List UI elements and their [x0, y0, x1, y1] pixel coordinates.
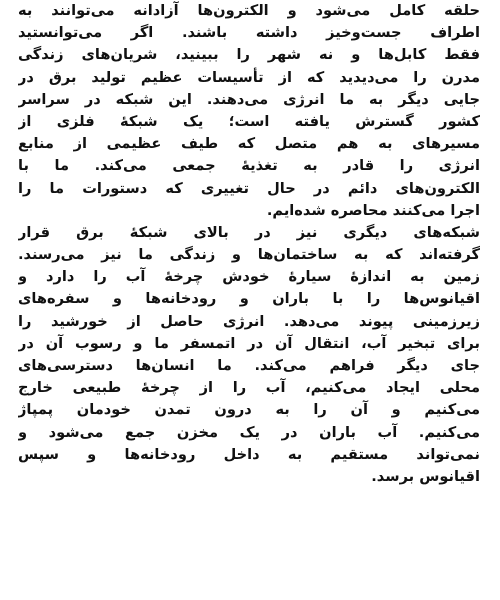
text-line: برای تبخیر آب، انتقال آن در اتمسفر ما و رسوب آن در: [18, 334, 480, 352]
text-line: می‌کنیم. آب باران در یک مخزن جمع می‌شود و: [18, 423, 480, 441]
text-line: محلی ایجاد می‌کنیم، آب را از چرخهٔ طبیعی خارج: [18, 379, 480, 397]
text-line: الکترون‌های دائم در حال تغییری که دستورات ما را: [18, 179, 480, 197]
text-line: گرفته‌اند که به ساختمان‌ها و زندگی ما نیز می‌رسند.: [18, 246, 480, 264]
text-line: حلقه کامل می‌شود و الکترون‌ها آزادانه می‌توانند به: [18, 2, 480, 19]
text-line: کشور گسترش یافته است؛ یک شبکهٔ فلزی از: [18, 112, 480, 130]
body-text: [18, 0, 480, 488]
text-line: نمی‌تواند مستقیم به داخل رودخانه‌ها و سپس: [18, 445, 480, 463]
paragraph-2: [18, 222, 480, 488]
text-line: مسیرهای به هم متصل که طیف عظیمی از منابع: [18, 135, 480, 153]
text-line: زمین به اندازهٔ سیارهٔ خودش چرخهٔ آب را دارد و: [18, 268, 480, 286]
text-line: زیرزمینی پیوند می‌دهد. انرژی حاصل از خورشید را: [18, 312, 480, 330]
text-line: شبکه‌های دیگری نیز در بالای شبکهٔ برق قرار: [18, 223, 480, 241]
text-line: جایی دیگر به ما انرژی می‌دهند. این شبکه در سراسر: [18, 90, 480, 108]
text-line: مدرن را می‌دیدید که از تأسیسات عظیم تولید برق در: [18, 68, 480, 86]
text-line: اقیانوس‌ها را با باران و رودخانه‌ها و سفره‌های: [18, 290, 480, 308]
text-line: اقیانوس برسد.: [371, 467, 480, 485]
paragraph-1: [18, 0, 480, 222]
text-line: اجرا می‌کنند محاصره شده‌ایم.: [266, 201, 480, 219]
text-line: فقط کابل‌ها و نه شهر را ببینید، شریان‌های زندگی: [18, 46, 480, 64]
text-line: جای دیگر فراهم می‌کند. ما انسان‌ها دسترسی‌های: [18, 357, 480, 374]
text-line: می‌کنیم و آن را به درون تمدن خودمان پمپاژ: [18, 401, 480, 419]
text-line: انرژی را قادر به تغذیهٔ جمعی می‌کند. ما با: [18, 157, 480, 175]
text-line: اطراف جست‌وخیز داشته باشند. اگر می‌توانستید: [18, 24, 480, 42]
